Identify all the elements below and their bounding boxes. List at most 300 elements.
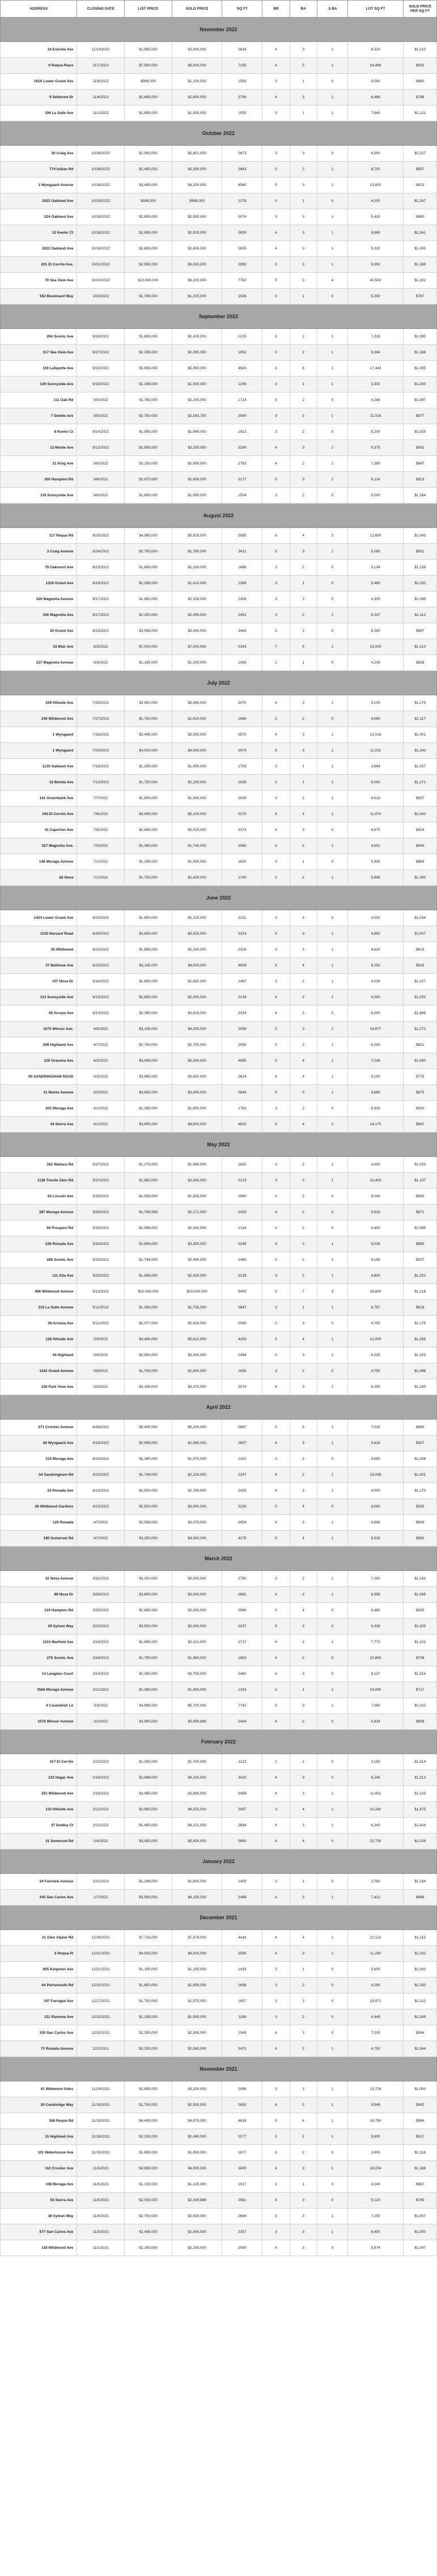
cell-bathrooms: 2 — [290, 424, 317, 440]
cell-bedrooms: 3 — [262, 560, 290, 576]
cell-sq-ft: 3290 — [222, 440, 262, 456]
cell-list-price: $4,000,000 — [125, 743, 172, 759]
cell-lot-sq-ft: 4,000 — [347, 1483, 404, 1499]
cell-closing-date: 10/6/2022 — [77, 289, 125, 305]
cell-half-baths: 1 — [317, 225, 347, 241]
cell-half-baths: 0 — [317, 1650, 347, 1666]
cell-address: 33 Ronada Ave — [1, 1483, 77, 1499]
month-header — [1, 2057, 437, 2081]
cell-sold-price: $2,480,000 — [172, 1252, 222, 1268]
cell-address: 55 Sierra Ave — [1, 2193, 77, 2208]
cell-list-price: $2,750,000 — [125, 408, 172, 424]
cell-closing-date: 11/5/2021 — [77, 2177, 125, 2193]
cell-half-baths: 1 — [317, 695, 347, 711]
cell-closing-date: 9/6/2022 — [77, 488, 125, 504]
month-label: June 2022 — [1, 886, 437, 910]
cell-lot-sq-ft: 4,000 — [347, 1157, 404, 1173]
cell-closing-date: 2/11/2022 — [77, 1802, 125, 1818]
cell-price-per-sq-ft: $992 — [404, 1531, 437, 1547]
cell-sq-ft: 1563 — [222, 74, 262, 90]
cell-closing-date: 9/12/2022 — [77, 440, 125, 456]
cell-list-price: $1,750,000 — [125, 2097, 172, 2113]
table-row — [1, 2208, 437, 2224]
cell-address: 21 King Ave — [1, 456, 77, 472]
cell-bedrooms: 4 — [262, 1946, 290, 1962]
cell-sq-ft: 1620 — [222, 854, 262, 870]
cell-bedrooms: 3 — [262, 1994, 290, 2009]
table-row — [1, 655, 437, 671]
cell-bedrooms: 3 — [262, 377, 290, 392]
cell-sold-price: $3,330,000 — [172, 162, 222, 178]
cell-bedrooms: 2 — [262, 1754, 290, 1770]
cell-lot-sq-ft: 9,549 — [347, 2097, 404, 2113]
cell-sold-price: $4,200,000 — [172, 178, 222, 193]
table-row — [1, 146, 437, 162]
month-label: October 2022 — [1, 121, 437, 146]
cell-list-price: $998,000 — [125, 74, 172, 90]
table-row — [1, 2097, 437, 2113]
cell-list-price: $2,895,000 — [125, 2081, 172, 2097]
cell-sold-price: $10,000,000 — [172, 1284, 222, 1300]
cell-address: 199 La Salle Ave — [1, 105, 77, 121]
table-row — [1, 1483, 437, 1499]
cell-lot-sq-ft: 4,800 — [347, 1268, 404, 1284]
cell-price-per-sq-ft: $1,034 — [404, 910, 437, 926]
cell-sold-price: $2,420,000 — [172, 1268, 222, 1284]
cell-price-per-sq-ft: $992 — [404, 1189, 437, 1205]
cell-bedrooms: 3 — [262, 209, 290, 225]
cell-bathrooms: 2 — [290, 1157, 317, 1173]
cell-lot-sq-ft: 8,767 — [347, 1300, 404, 1316]
cell-bathrooms: 5 — [290, 58, 317, 74]
cell-price-per-sq-ft: $801 — [404, 544, 437, 560]
cell-price-per-sq-ft: $1,121 — [404, 105, 437, 121]
cell-sq-ft: 4416 — [222, 1930, 262, 1946]
cell-address: 128 Ronada Ave — [1, 1236, 77, 1252]
cell-address: 1 Wyngaard — [1, 727, 77, 743]
cell-closing-date: 8/15/2022 — [77, 623, 125, 639]
cell-price-per-sq-ft: $987 — [404, 623, 437, 639]
cell-sq-ft: 1657 — [222, 1994, 262, 2009]
cell-half-baths: 1 — [317, 544, 347, 560]
cell-closing-date: 4/20/2022 — [77, 1467, 125, 1483]
cell-half-baths: 1 — [317, 241, 347, 257]
table-row — [1, 942, 437, 958]
cell-half-baths: 1 — [317, 1802, 347, 1818]
table-row — [1, 1379, 437, 1395]
cell-bathrooms: 2 — [290, 1714, 317, 1730]
cell-bathrooms: 2 — [290, 1467, 317, 1483]
cell-sq-ft: 3647 — [222, 1300, 262, 1316]
cell-bathrooms: 4 — [290, 1069, 317, 1085]
cell-half-baths: 1 — [317, 2113, 347, 2129]
cell-closing-date: 7/6/2022 — [77, 806, 125, 822]
header-bathrooms: BA — [290, 1, 317, 18]
cell-sq-ft: 1301 — [222, 1451, 262, 1467]
cell-sold-price: $2,200,000 — [172, 392, 222, 408]
cell-half-baths: 1 — [317, 942, 347, 958]
cell-list-price: $1,809,000 — [125, 791, 172, 806]
cell-price-per-sq-ft: $1,171 — [404, 775, 437, 791]
table-row — [1, 1205, 437, 1221]
cell-half-baths: 0 — [317, 1205, 347, 1221]
cell-address: 2 Wyngaard Avenue — [1, 178, 77, 193]
cell-half-baths: 0 — [317, 2009, 347, 2025]
cell-price-per-sq-ft: $1,097 — [404, 392, 437, 408]
cell-price-per-sq-ft: $1,057 — [404, 2208, 437, 2224]
cell-half-baths: 0 — [317, 1006, 347, 1021]
cell-lot-sq-ft: 6,400 — [347, 2224, 404, 2240]
cell-half-baths: 0 — [317, 576, 347, 592]
cell-sold-price: $5,700,000 — [172, 1698, 222, 1714]
cell-price-per-sq-ft: $1,343 — [404, 743, 437, 759]
cell-bathrooms: 2 — [290, 838, 317, 854]
cell-price-per-sq-ft: $1,424 — [404, 1818, 437, 1834]
cell-bedrooms: 4 — [262, 1770, 290, 1786]
cell-sq-ft: 2059 — [222, 1037, 262, 1053]
cell-sold-price: $1,125,000 — [172, 2177, 222, 2193]
cell-bedrooms: 4 — [262, 58, 290, 74]
cell-list-price: $2,395,000 — [125, 2025, 172, 2041]
cell-closing-date: 10/28/2022 — [77, 146, 125, 162]
cell-half-baths: 0 — [317, 711, 347, 727]
table-row — [1, 1650, 437, 1666]
cell-bedrooms: 4 — [262, 1834, 290, 1849]
cell-list-price: $2,995,000 — [125, 1435, 172, 1451]
cell-bathrooms: 2 — [290, 791, 317, 806]
cell-closing-date: 2/11/2022 — [77, 1818, 125, 1834]
cell-sq-ft: 3074 — [222, 209, 262, 225]
table-row — [1, 1682, 437, 1698]
cell-sq-ft: 2664 — [222, 2208, 262, 2224]
cell-lot-sq-ft: 8,516 — [347, 1531, 404, 1547]
cell-address: 319 Hampton Rd — [1, 1603, 77, 1619]
cell-half-baths: 1 — [317, 759, 347, 775]
cell-bathrooms: 3 — [290, 178, 317, 193]
table-row — [1, 1053, 437, 1069]
cell-bedrooms: 3 — [262, 345, 290, 361]
cell-lot-sq-ft: 7,236 — [347, 1053, 404, 1069]
cell-price-per-sq-ft: $835 — [404, 58, 437, 74]
cell-bedrooms: 5 — [262, 743, 290, 759]
cell-lot-sq-ft: 4,620 — [347, 942, 404, 958]
cell-lot-sq-ft: 5,000 — [347, 1006, 404, 1021]
table-row — [1, 1221, 437, 1236]
cell-lot-sq-ft: 5,120 — [347, 2193, 404, 2208]
cell-list-price: $4,995,000 — [125, 806, 172, 822]
cell-half-baths: 1 — [317, 607, 347, 623]
cell-half-baths: 1 — [317, 1037, 347, 1053]
cell-half-baths: 1 — [317, 1420, 347, 1435]
cell-closing-date: 6/29/2022 — [77, 910, 125, 926]
cell-sold-price: $1,100,000 — [172, 74, 222, 90]
cell-list-price: $2,995,000 — [125, 257, 172, 273]
cell-address: 59 Prospect Rd — [1, 1221, 77, 1236]
cell-sold-price: $1,400,000 — [172, 854, 222, 870]
cell-list-price: $1,278,000 — [125, 1157, 172, 1173]
cell-lot-sq-ft: 4,882 — [347, 926, 404, 942]
cell-sq-ft: 2349 — [222, 2025, 262, 2041]
cell-bathrooms: 3 — [290, 1173, 317, 1189]
cell-bathrooms: 3 — [290, 1818, 317, 1834]
cell-lot-sq-ft: 4,448 — [347, 2009, 404, 2025]
cell-bathrooms: 2 — [290, 2041, 317, 2057]
cell-bathrooms: 2 — [290, 1268, 317, 1284]
cell-bedrooms: 5 — [262, 1021, 290, 1037]
cell-sold-price: $1,980,000 — [172, 1650, 222, 1666]
table-row — [1, 576, 437, 592]
cell-sold-price: $3,400,000 — [172, 42, 222, 58]
cell-bedrooms: 5 — [262, 1085, 290, 1101]
cell-sq-ft: 2062 — [222, 838, 262, 854]
cell-sq-ft: 3966 — [222, 1603, 262, 1619]
cell-lot-sq-ft: 4,080 — [347, 711, 404, 727]
cell-bathrooms: 7 — [290, 1284, 317, 1300]
cell-sold-price: $3,200,000 — [172, 1571, 222, 1587]
cell-sq-ft: 2277 — [222, 2129, 262, 2145]
cell-address: 224 Oakland Ave — [1, 209, 77, 225]
cell-bathrooms: 1 — [290, 193, 317, 209]
cell-list-price: $2,598,000 — [125, 1515, 172, 1531]
cell-list-price: $1,595,000 — [125, 1189, 172, 1205]
cell-price-per-sq-ft: $1,032 — [404, 576, 437, 592]
cell-sq-ft: 2134 — [222, 990, 262, 1006]
cell-sold-price: $3,890,000 — [172, 1786, 222, 1802]
cell-bedrooms: 4 — [262, 1818, 290, 1834]
cell-sq-ft: 2119 — [222, 1221, 262, 1236]
header-sold-price: SOLD PRICE — [172, 1, 222, 18]
cell-list-price: $1,395,000 — [125, 838, 172, 854]
cell-address: 24 Fairview Avenue — [1, 1874, 77, 1890]
cell-sq-ft: 2940 — [222, 408, 262, 424]
cell-lot-sq-ft: 18,971 — [347, 1994, 404, 2009]
cell-lot-sq-ft: 7,200 — [347, 2025, 404, 2041]
cell-price-per-sq-ft: $1,314 — [404, 1754, 437, 1770]
cell-closing-date: 10/10/2022 — [77, 273, 125, 289]
cell-lot-sq-ft: 12,600 — [347, 528, 404, 544]
cell-lot-sq-ft: 17,443 — [347, 361, 404, 377]
cell-sold-price: $5,200,000 — [172, 1420, 222, 1435]
cell-bedrooms: 3 — [262, 910, 290, 926]
cell-address: 168 Requa Rd — [1, 2113, 77, 2129]
cell-address: 1135 Oakland Ave — [1, 759, 77, 775]
table-row — [1, 1268, 437, 1284]
cell-address: 2023 Oakland Ave — [1, 193, 77, 209]
cell-sq-ft: 4203 — [222, 1332, 262, 1348]
cell-sq-ft: 3323 — [222, 926, 262, 942]
table-row — [1, 743, 437, 759]
table-row — [1, 1300, 437, 1316]
cell-bedrooms: 5 — [262, 1420, 290, 1435]
cell-address: 141 Greenbank Ave — [1, 791, 77, 806]
table-row — [1, 1978, 437, 1994]
cell-sold-price: $1,450,000 — [172, 759, 222, 775]
cell-sq-ft: 2873 — [222, 146, 262, 162]
cell-address: 34 Estrella Ave — [1, 42, 77, 58]
cell-sq-ft: 1555 — [222, 105, 262, 121]
cell-address: 201 El Cerrito Ave. — [1, 257, 77, 273]
cell-bathrooms: 3 — [290, 2208, 317, 2224]
cell-list-price: $1,995,000 — [125, 592, 172, 607]
cell-list-price: $3,995,000 — [125, 1890, 172, 1906]
cell-list-price: $10,800,000 — [125, 273, 172, 289]
cell-half-baths: 1 — [317, 2097, 347, 2113]
cell-sold-price: $2,495,000 — [172, 2224, 222, 2240]
table-row — [1, 2177, 437, 2193]
cell-address: 1 Wyngaard — [1, 743, 77, 759]
cell-half-baths: 1 — [317, 42, 347, 58]
cell-price-per-sq-ft: $613 — [404, 942, 437, 958]
cell-sold-price: $1,565,000 — [172, 2009, 222, 2025]
cell-sold-price: $2,925,000 — [172, 225, 222, 241]
cell-address: 35 Wildwood — [1, 942, 77, 958]
cell-bedrooms: 3 — [262, 1802, 290, 1818]
cell-sold-price: $2,425,000 — [172, 870, 222, 886]
table-row — [1, 377, 437, 392]
cell-address: 82 Nova — [1, 870, 77, 886]
cell-lot-sq-ft: 3,150 — [347, 1754, 404, 1770]
cell-closing-date: 3/3/2022 — [77, 1698, 125, 1714]
cell-sq-ft: 2496 — [222, 2081, 262, 2097]
cell-lot-sq-ft: 8,137 — [347, 1666, 404, 1682]
table-row — [1, 639, 437, 655]
cell-closing-date: 3/25/2022 — [77, 1603, 125, 1619]
cell-address: 3566 Moraga Avenue — [1, 1682, 77, 1698]
cell-bathrooms: 4 — [290, 1531, 317, 1547]
cell-bathrooms: 2 — [290, 2129, 317, 2145]
cell-sq-ft: 1714 — [222, 392, 262, 408]
cell-address: 41 Caperton Ave — [1, 822, 77, 838]
cell-bedrooms: 3 — [262, 1268, 290, 1284]
cell-sold-price: $999,000 — [172, 193, 222, 209]
cell-list-price: $1,895,000 — [125, 560, 172, 576]
cell-lot-sq-ft: 8,280 — [347, 623, 404, 639]
cell-half-baths: 1 — [317, 1635, 347, 1650]
table-row — [1, 1666, 437, 1682]
cell-bathrooms: 2 — [290, 2097, 317, 2113]
cell-price-per-sq-ft: $1,115 — [404, 1930, 437, 1946]
header-bedrooms: BR — [262, 1, 290, 18]
cell-lot-sq-ft: 6,245 — [347, 1770, 404, 1786]
cell-sq-ft: 4602 — [222, 1117, 262, 1133]
cell-sold-price: $4,150,000 — [172, 1770, 222, 1786]
cell-list-price: $1,895,000 — [125, 105, 172, 121]
cell-sold-price: $1,925,000 — [172, 1189, 222, 1205]
cell-bedrooms: 5 — [262, 1053, 290, 1069]
cell-sq-ft: 2472 — [222, 2041, 262, 2057]
table-row — [1, 1834, 437, 1849]
cell-lot-sq-ft: 5,420 — [347, 209, 404, 225]
cell-sold-price: $2,583,750 — [172, 408, 222, 424]
table-row — [1, 105, 437, 121]
cell-lot-sq-ft: 4,750 — [347, 1363, 404, 1379]
cell-address: 209 Highland Ave — [1, 1037, 77, 1053]
cell-price-per-sq-ft: $994 — [404, 2025, 437, 2041]
cell-sold-price: $2,795,000 — [172, 544, 222, 560]
cell-sq-ft: 3468 — [222, 1890, 262, 1906]
cell-price-per-sq-ft: $1,001 — [404, 727, 437, 743]
table-row — [1, 58, 437, 74]
cell-sq-ft: 1740 — [222, 870, 262, 886]
cell-sq-ft: 3230 — [222, 1499, 262, 1515]
cell-bedrooms: 4 — [262, 1069, 290, 1085]
cell-price-per-sq-ft: $1,162 — [404, 1571, 437, 1587]
cell-list-price: $1,850,000 — [125, 1173, 172, 1189]
cell-bathrooms: 2 — [290, 607, 317, 623]
cell-price-per-sq-ft: $1,336 — [404, 1332, 437, 1348]
cell-closing-date: 11/1/2021 — [77, 2240, 125, 2256]
table-row — [1, 2224, 437, 2240]
cell-sq-ft: 2460 — [222, 1252, 262, 1268]
cell-address: 211 Ramona Ave — [1, 2009, 77, 2025]
table-row — [1, 1714, 437, 1730]
cell-address: 251 Wildwood Ave — [1, 1786, 77, 1802]
cell-sold-price: $4,000,000 — [172, 958, 222, 974]
cell-sq-ft: 2494 — [222, 1348, 262, 1363]
cell-address: 1320 Grand Ave — [1, 576, 77, 592]
table-row — [1, 974, 437, 990]
cell-lot-sq-ft: 5,000 — [347, 488, 404, 504]
cell-bathrooms: 3 — [290, 257, 317, 273]
cell-bathrooms: 3 — [290, 1483, 317, 1499]
cell-closing-date: 11/19/2021 — [77, 2113, 125, 2129]
cell-half-baths: 1 — [317, 1300, 347, 1316]
cell-sq-ft: 3059 — [222, 1021, 262, 1037]
cell-lot-sq-ft: 3,000 — [347, 910, 404, 926]
cell-list-price: $2,250,000 — [125, 2041, 172, 2057]
cell-sq-ft: 2783 — [222, 456, 262, 472]
cell-list-price: $10,000,000 — [125, 1284, 172, 1300]
cell-sold-price: $1,960,000 — [172, 424, 222, 440]
cell-price-per-sq-ft: $885 — [404, 1236, 437, 1252]
cell-sold-price: $1,225,000 — [172, 289, 222, 305]
cell-sold-price: $3,900,000 — [172, 1587, 222, 1603]
cell-address: 71 Ronada Avenue — [1, 2041, 77, 2057]
table-row — [1, 1435, 437, 1451]
cell-bathrooms: 3 — [290, 1085, 317, 1101]
table-row — [1, 329, 437, 345]
cell-lot-sq-ft: 5,000 — [347, 1037, 404, 1053]
cell-price-per-sq-ft: $1,044 — [404, 2041, 437, 2057]
cell-sq-ft: 3273 — [222, 822, 262, 838]
cell-bathrooms: 5 — [290, 1420, 317, 1435]
cell-price-per-sq-ft: $1,698 — [404, 1006, 437, 1021]
cell-closing-date: 1/31/2022 — [77, 1874, 125, 1890]
cell-lot-sq-ft: 8,700 — [347, 162, 404, 178]
cell-lot-sq-ft: 5,038 — [347, 1236, 404, 1252]
cell-price-per-sq-ft: $838 — [404, 655, 437, 671]
cell-sold-price: $1,800,000 — [172, 1363, 222, 1379]
cell-sq-ft: 2809 — [222, 225, 262, 241]
cell-bedrooms: 3 — [262, 1101, 290, 1117]
table-row — [1, 90, 437, 105]
cell-half-baths: 1 — [317, 178, 347, 193]
cell-list-price: $2,295,000 — [125, 345, 172, 361]
month-label: November 2022 — [1, 18, 437, 42]
cell-closing-date: 7/6/2022 — [77, 822, 125, 838]
cell-closing-date: 8/3/2022 — [77, 639, 125, 655]
cell-list-price: $4,995,000 — [125, 1698, 172, 1714]
cell-bathrooms: 3 — [290, 623, 317, 639]
cell-price-per-sq-ft: $708 — [404, 1650, 437, 1666]
cell-half-baths: 1 — [317, 2208, 347, 2224]
cell-address: 1075 Winsor Ave. — [1, 1021, 77, 1037]
cell-closing-date: 3/16/2022 — [77, 1650, 125, 1666]
cell-sq-ft: 1438 — [222, 655, 262, 671]
cell-closing-date: 5/6/2022 — [77, 1363, 125, 1379]
cell-price-per-sq-ft: $1,007 — [404, 926, 437, 942]
month-label: January 2022 — [1, 1849, 437, 1874]
